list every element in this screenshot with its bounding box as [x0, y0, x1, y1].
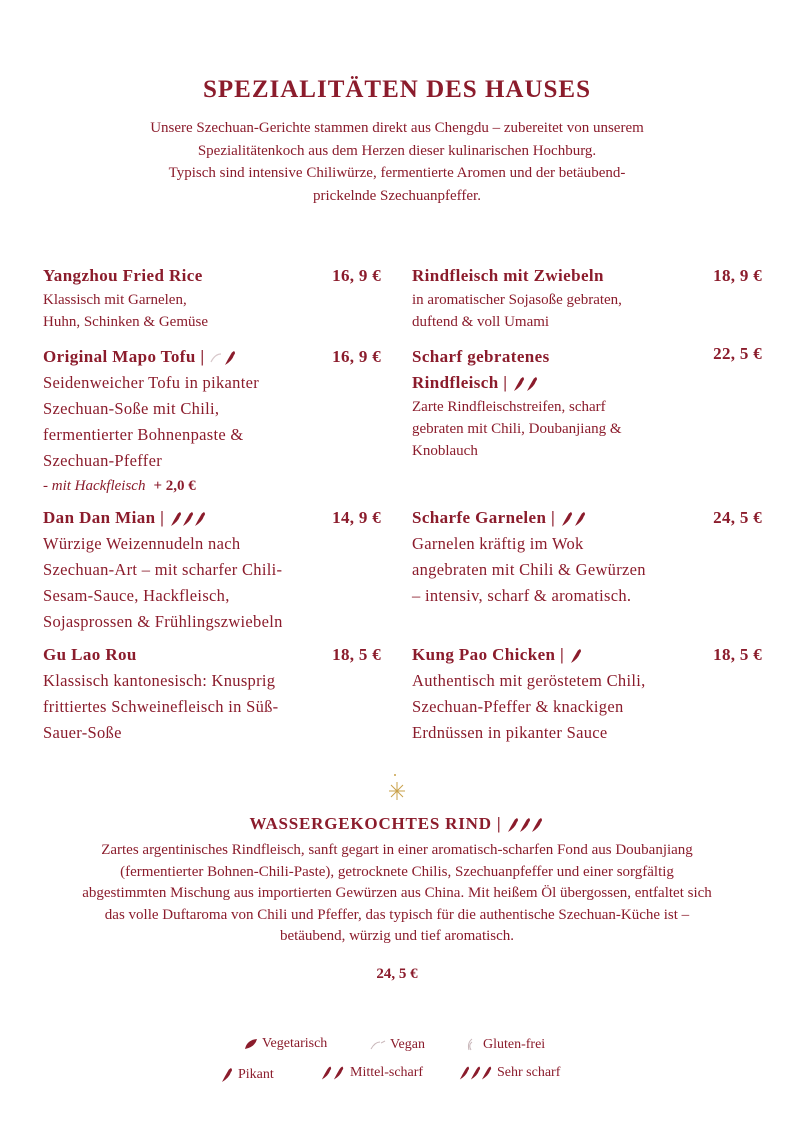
wheat-icon: [465, 1038, 479, 1052]
item-description: Klassisch kantonesisch: Knusprig frittiertes Schweinefleisch in Süß- Sauer-Soße: [43, 671, 279, 742]
menu-item-scharf-gebratenes-rindfleisch: [412, 344, 762, 462]
legend-mild: [220, 1067, 274, 1083]
item-description: Authentisch mit geröstetem Chili, Szechuan-Pfeffer & knackigen Erdnüssen in pikanter Sauce: [412, 671, 646, 742]
feature-title-text: WASSERGEKOCHTES RIND: [249, 814, 492, 833]
item-name: [43, 505, 207, 531]
chili-medium-icon: [560, 511, 588, 527]
item-description: Würzige Weizennudeln nach Szechuan-Art – mit scharfer Chili- Sesam-Sauce, Hackfleisch, Sojasprossen & Frühlingszwiebeln: [43, 534, 283, 631]
item-description: Zarte Rindfleischstreifen, scharf gebraten mit Chili, Doubanjiang & Knoblauch: [412, 399, 622, 459]
legend-vegan: [370, 1037, 425, 1053]
intro-line: Spezialitätenkoch aus dem Herzen dieser kulinarischen Hochburg.: [197, 142, 597, 159]
legend-label: Pikant: [238, 1067, 274, 1082]
intro-line: prickelnde Szechuanpfeffer.: [313, 187, 481, 204]
menu-item-rindfleisch-zwiebeln: [412, 263, 762, 333]
item-name: [412, 642, 583, 668]
sparkle-icon: [386, 772, 408, 807]
item-name: [412, 505, 588, 531]
item-name: Rindfleisch mit Zwiebeln: [412, 266, 604, 285]
legend-vegetarian: [244, 1036, 327, 1052]
menu-item-kung-pao-chicken: [412, 642, 762, 746]
item-name-text: Kung Pao Chicken: [412, 645, 556, 664]
menu-item-gu-lao-rou: [43, 642, 381, 746]
legend-label: Vegan: [390, 1037, 425, 1052]
item-name-text: Dan Dan Mian: [43, 508, 156, 527]
legend-label: Mittel-scharf: [350, 1065, 424, 1080]
separator: |: [200, 347, 205, 366]
legend-label: Sehr scharf: [497, 1065, 561, 1080]
menu-item-dan-dan-mian: [43, 505, 381, 635]
separator: |: [160, 508, 165, 527]
extra-label: - mit Hackfleisch: [43, 478, 146, 494]
item-name-text: Scharf gebratenes Rindfleisch: [412, 347, 550, 392]
item-description: Seidenweicher Tofu in pikanter Szechuan-Soße mit Chili, fermentierter Bohnenpaste & Szechuan-Pfeffer: [43, 373, 260, 470]
item-description: Garnelen kräftig im Wok angebraten mit Chili & Gewürzen – intensiv, scharf & aromatisch.: [412, 534, 646, 605]
feature-description: Zartes argentinisches Rindfleisch, sanft gegart in einer aromatisch-scharfen Fond aus Doubanjiang (fermentierter Bohnen-Chili-Paste), getrocknete Chilis, Szechuanpfeffer und einer sorgfältig abgestimmten Mischung aus importierten Gewürzen aus China. Mit heißem Öl übergossen, entfaltet sich das volle Duftaroma von Chili und Pfeffer, das typisch für die authentische Szechuan-Küche ist – betäubend, würzig und tief aromatisch.: [82, 842, 712, 944]
legend-label: Gluten-frei: [483, 1037, 546, 1052]
separator: |: [496, 814, 502, 833]
chili-medium-icon: [512, 376, 540, 392]
item-name-text: Original Mapo Tofu: [43, 347, 196, 366]
chili-hot-icon: [506, 817, 544, 833]
feature-price: 24, 5 €: [376, 966, 418, 982]
menu-item-scharfe-garnelen: [412, 505, 762, 609]
chili-icon: [220, 1067, 234, 1083]
legend-hot: [458, 1065, 560, 1081]
page-title: SPEZIALITÄTEN DES HAUSES: [202, 76, 591, 103]
item-price: 18, 5 €: [332, 645, 381, 664]
vegan-icon: [370, 1040, 386, 1050]
separator: |: [560, 645, 565, 664]
intro-text: [95, 117, 699, 207]
item-price: 14, 9 €: [332, 508, 381, 527]
item-price: 22, 5 €: [713, 344, 762, 363]
menu-item-yangzhou-fried-rice: [43, 263, 381, 333]
item-name: [43, 344, 237, 370]
chili-icon: [569, 648, 583, 664]
chili-medium-icon: [320, 1065, 346, 1081]
item-price: 16, 9 €: [332, 347, 381, 366]
item-name: [412, 344, 550, 396]
chili-hot-icon: [169, 511, 207, 527]
intro-line: Unsere Szechuan-Gerichte stammen direkt aus Chengdu – zubereitet von unserem: [150, 120, 644, 136]
item-name: Yangzhou Fried Rice: [43, 266, 203, 285]
chili-hot-icon: [458, 1065, 493, 1081]
legend-label: Vegetarisch: [262, 1036, 328, 1051]
legend-gluten-free: [465, 1037, 545, 1053]
separator: |: [551, 508, 556, 527]
menu-item-mapo-tofu: [43, 344, 381, 498]
leaf-icon: [244, 1038, 258, 1050]
separator: |: [503, 373, 508, 392]
item-price: 18, 5 €: [713, 645, 762, 664]
item-name-text: Scharfe Garnelen: [412, 508, 547, 527]
feature-title: [0, 814, 794, 834]
item-price: 18, 9 €: [713, 266, 762, 285]
item-description: Klassisch mit Garnelen, Huhn, Schinken & Gemüse: [43, 292, 208, 330]
legend-medium: [320, 1065, 423, 1081]
item-price: 24, 5 €: [713, 508, 762, 527]
vegan-icon: [209, 352, 223, 364]
item-price: 16, 9 €: [332, 266, 381, 285]
item-description: in aromatischer Sojasoße gebraten, duftend & voll Umami: [412, 292, 622, 330]
item-extra: [43, 474, 381, 498]
chili-icon: [223, 350, 237, 366]
item-name: Gu Lao Rou: [43, 645, 137, 664]
intro-line: Typisch sind intensive Chiliwürze, fermentierte Aromen und der betäubend-: [168, 165, 626, 181]
extra-price: + 2,0 €: [153, 478, 196, 494]
